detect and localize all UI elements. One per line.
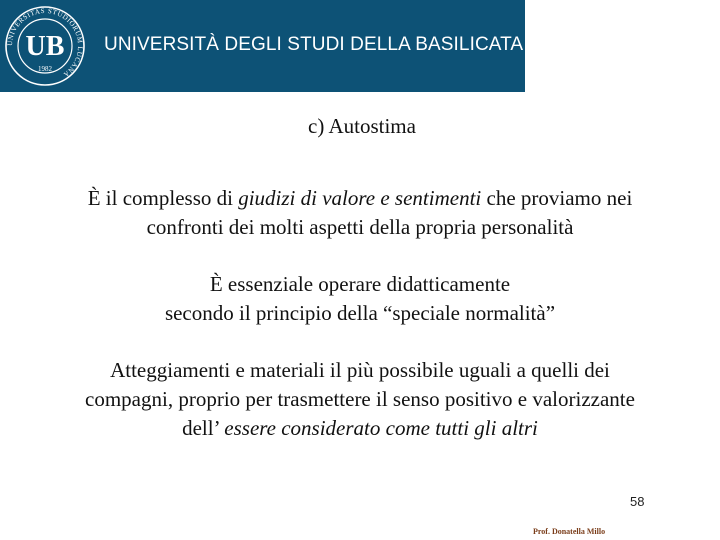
- logo-monogram: UB: [25, 31, 65, 62]
- university-name: UNIVERSITÀ DEGLI STUDI DELLA BASILICATA: [104, 34, 524, 55]
- paragraph-attitudes: [20, 356, 700, 443]
- logo-ring-text: UNIVERSITAS STUDIORUM LUCANA: [5, 6, 85, 79]
- footer-author: Prof. Donatella Millo: [533, 527, 606, 536]
- text-span: che proviamo nei: [481, 186, 633, 210]
- paragraph-line: [20, 184, 700, 213]
- page-number: 58: [630, 494, 645, 509]
- paragraph-line: Atteggiamenti e materiali il più possibile uguali a quelli dei: [110, 358, 610, 382]
- paragraph-line: È essenziale operare didatticamente: [209, 272, 511, 296]
- emphasis-text: giudizi di valore e sentimenti: [238, 186, 482, 210]
- emphasis-text: essere considerato come tutti gli altri: [224, 416, 538, 440]
- paragraph-line: secondo il principio della “speciale normalità”: [164, 301, 556, 325]
- university-seal-logo-icon: [4, 5, 86, 87]
- paragraph-line: [20, 414, 700, 443]
- slide-title: c) Autostima: [308, 114, 416, 138]
- text-span: È il complesso di: [87, 186, 239, 210]
- header-banner: [0, 0, 525, 92]
- paragraph-principle: [20, 270, 700, 328]
- paragraph-line: confronti dei molti aspetti della propria personalità: [146, 215, 574, 239]
- logo-year: 1982: [38, 65, 52, 73]
- paragraph-line: compagni, proprio per trasmettere il senso positivo e valorizzante: [85, 387, 635, 411]
- text-span: dell’: [182, 416, 225, 440]
- paragraph-definition: [20, 184, 700, 242]
